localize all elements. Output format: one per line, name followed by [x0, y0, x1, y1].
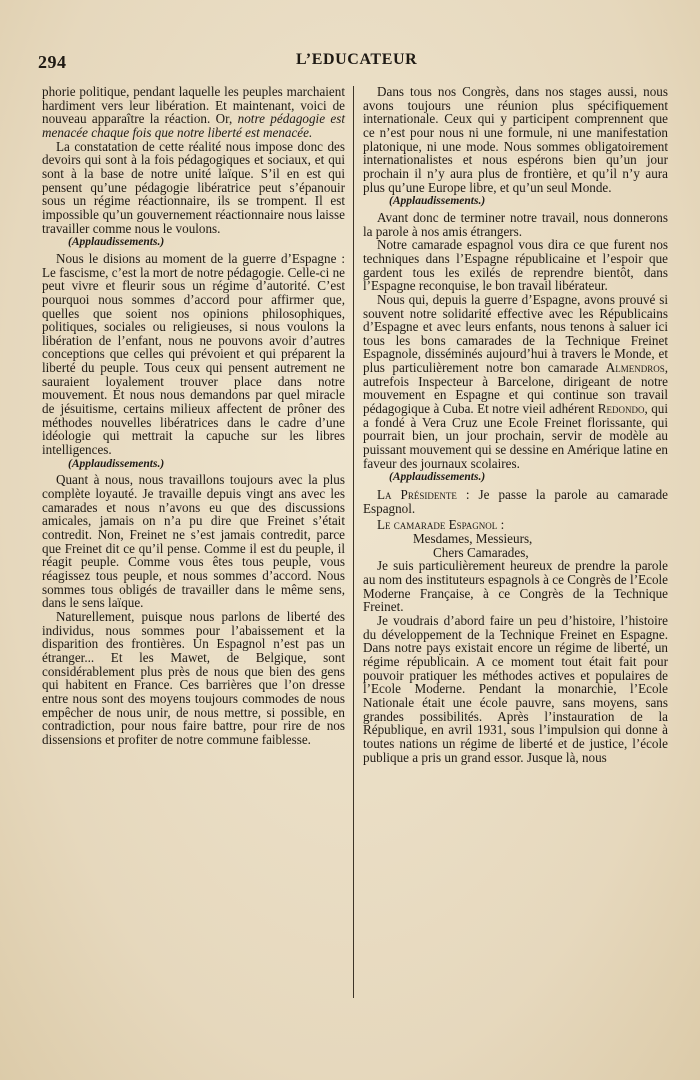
paragraph-text: , autrefois Inspecteur à Barcelone, dirigeant de notre mouvement en Espagne et qui continue son travail pédagogique à Cuba. Et notre vieil adhérent: [363, 360, 668, 417]
paragraph: [363, 293, 668, 471]
applause-note: (Applaudissements.): [389, 195, 486, 208]
paragraph: Je voudrais d’abord faire un peu d’histoire, l’histoire du développement de la Technique Freinet en Espagne. Dans notre pays existait encore un régime de liberté, un régime républicain. A ce moment tout était fait pour pouvoir pratiquer les méthodes actives et populaires de l’Ecole Moderne. Pendant la monarchie, l’Ecole Nationale était une école pauvre, sans moyens, sans grandes possibilités. Après l’instauration de la République, en avril 1931, sous l’impulsion qui donne à toutes nations un régime de liberté et de justice, l’école publique a pris un grand essor. Jusque là, nous: [363, 612, 668, 765]
page-number: 294: [38, 52, 67, 72]
paragraph: La constatation de cette réalité nous impose donc des devoirs qui sont à la fois pédagogiques et sociaux, et qui sont à la base de notre unité laïque. S’il en est qui pensent qu’une pédagogie libératrice peut s’épanouir sous un régime réactionnaire, ils se trompent. Il est impossible qu’un gouvernement réactionnaire nous laisse travailler comme nous le voulons.: [42, 138, 345, 236]
speaker-line: [363, 518, 668, 532]
salutation: Chers Camarades,: [433, 544, 529, 560]
paragraph: Quant à nous, nous travaillons toujours avec la plus complète loyauté. Je travaille depuis vingt ans avec les camarades et nous n’avons eu que des discussions amicales, jamais on n’a pu dire que Freinet s’était contredit. Non, Freinet ne s’est jamais contredit, parce que Freinet dit ce qu’il pense. Comme il est du peuple, il réagit peuple. Comme vous êtes tous peuple, vous réagissez tous peuple, et nous sommes d’accord. Nous sommes tous obligés de travailler dans le même sens, dans le sens laïque.: [42, 472, 345, 611]
speaker-text: : Je passe la parole au camarade Espagnol.: [363, 487, 668, 516]
paragraph: Avant donc de terminer notre travail, nous donnerons la parole à nos amis étrangers.: [363, 209, 668, 239]
running-title: L’EDUCATEUR: [296, 51, 418, 68]
paragraph-text: , qui a fondé à Vera Cruz une Ecole Freinet florissante, qui pourrait bien, un jour prochain, servir de modèle au puissant mouvement qui se dessine en Amérique latine en faveur des journaux scolaires.: [363, 401, 668, 471]
paragraph: Notre camarade espagnol vous dira ce que furent nos techniques dans l’Espagne républicaine et l’espoir que gardent tous les exilés de reprendre bientôt, dans l’Espagne reconquise, le bon travail libérateur.: [363, 237, 668, 294]
speaker-line: [363, 488, 668, 515]
applause-note: (Applaudissements.): [389, 471, 486, 484]
left-column: [42, 85, 345, 747]
paragraph-text: Nous qui, depuis la guerre d’Espagne, avons prouvé si souvent notre solidarité effective avec les Républicains d’Espagne et avec leurs enfants, nous tenons à saluer ici tous les bons camarades de la Technique Freinet Espagnole, disséminés aujourd’hui à travers le Monde, et plus particulièrement notre bon camarade: [363, 291, 668, 376]
paragraph-text: phorie politique, pendant laquelle les peuples marchaient hardiment vers leur libération. Et maintenant, voici de nouveau apparaître la réaction. Or,: [42, 84, 345, 127]
paragraph: Nous le disions au moment de la guerre d’Espagne : Le fascisme, c’est la mort de notre pédagogie. Celle-ci ne peut vivre et fleurir sous un régime d’autorité. C’est pourquoi nous sommes d’accord pour affirmer que, quelles que soient nos opinions philosophiques, politiques, sociales ou religieuses, si nous voulons la libération de l’enfant, nous ne pouvons avoir d’autres conceptions que celles qui prévoient et qui préparent la liberté du peuple. Tous ceux qui pensent autrement ne sauraient loyalement trouver place dans notre mouvement. Et nous nous demandons par quel miracle de jésuitisme, certains milieux affectent de prôner des méthodes nouvelles libératrices dans le cadre d’une idéologie qui mettrait la capuche sur les libres intelligences.: [42, 250, 345, 458]
italic-text: notre pédagogie est menacée chaque fois que notre liberté est menacée.: [42, 111, 345, 140]
paragraph: [42, 85, 345, 140]
speaker-label: Le camarade Espagnol: [377, 517, 498, 533]
applause-note: (Applaudissements.): [68, 236, 165, 249]
paragraph: Je suis particulièrement heureux de prendre la parole au nom des instituteurs espagnols à ce Congrès de l’Ecole Moderne Française, à ce Congrès de la Technique Freinet.: [363, 558, 668, 615]
speaker-label: La Présidente: [377, 487, 457, 503]
person-name: Redondo: [597, 401, 645, 417]
applause-note: (Applaudissements.): [68, 457, 165, 470]
paragraph: Naturellement, puisque nous parlons de liberté des individus, nous sommes pour l’abaissement et la disparition des frontières. Un Espagnol n’est pas un étranger... Et les Mawet, de Belgique, sont considérablement plus près de nous que bien des gens qui habitent en France. Ces barrières que l’on dresse entre nous sont des moyens toujours commodes de nous empêcher de nous unir, de nous mettre, si possible, en contradiction, pour nous faire battre, pour rire de nos dissensions et profiter de notre commune faiblesse.: [42, 608, 345, 747]
person-name: Almendros: [605, 360, 665, 376]
right-column: [363, 85, 668, 764]
salutation: Mesdames, Messieurs,: [413, 531, 533, 546]
paragraph: Dans tous nos Congrès, dans nos stages aussi, nous avons toujours une réunion plus spécifiquement internationale. Ceux qui y participent comprennent que ce n’est pour nous ni une formule, ni une manifestation platonique, ni une mode. Nous sommes obligatoirement internationalistes et nous espérons bien qu’un jour prochain il n’y aura plus de frontière, et qu’il n’y aura plus qu’une Europe libre, et qu’un seul Monde.: [363, 84, 668, 195]
column-divider: [353, 86, 354, 998]
speaker-text: :: [497, 517, 505, 533]
